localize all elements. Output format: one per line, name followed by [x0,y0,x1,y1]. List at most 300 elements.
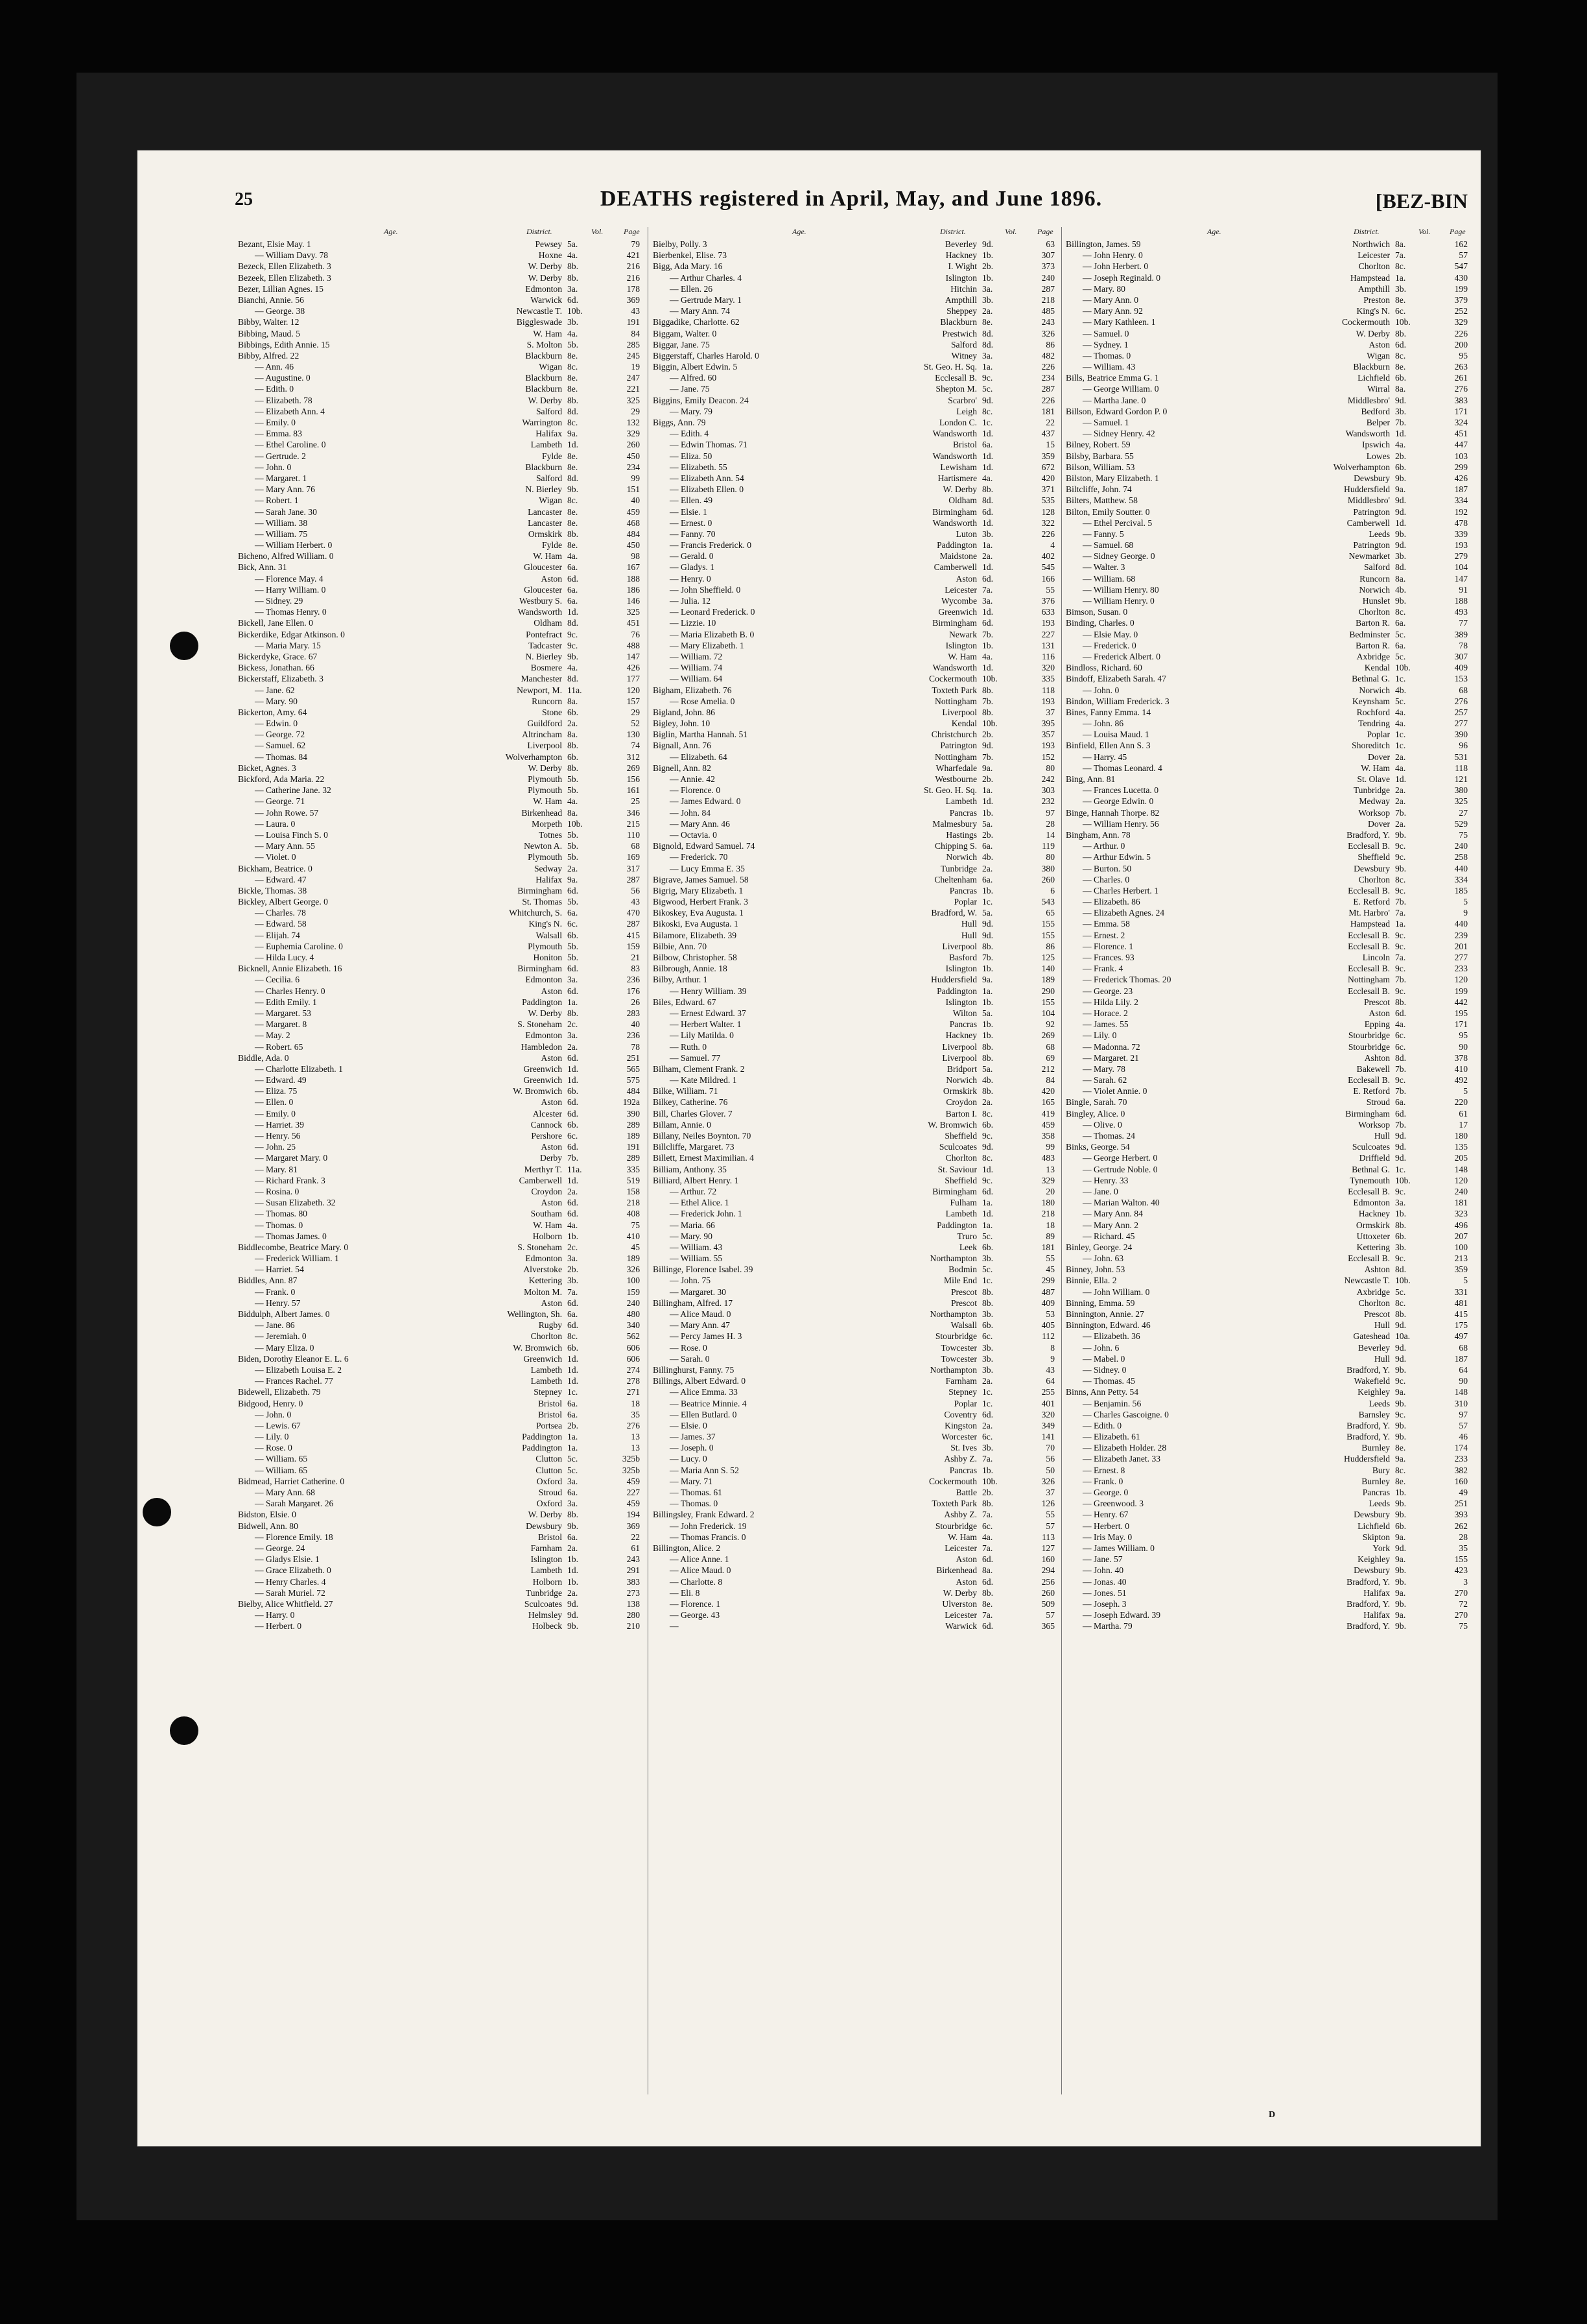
entry-name: Bilney, Robert. 59 [1066,440,1131,450]
index-entry [653,685,1055,696]
entry-volume: 8b. [982,1052,993,1063]
entry-page: 155 [1041,930,1055,940]
entry-page: 260 [626,440,640,450]
entry-name: — Benjamin. 56 [1083,1398,1141,1409]
index-entry [1066,1609,1468,1620]
entry-name: — Ernest. 0 [670,517,712,528]
index-entry [653,1320,1055,1331]
entry-page: 240 [1454,841,1468,851]
index-entry [1066,1085,1468,1097]
entry-volume: 3a. [982,283,993,294]
entry-volume: 6a. [567,1309,578,1319]
entry-name: Bingham, Ann. 78 [1066,829,1131,840]
entry-page: 4 [1050,540,1055,551]
entry-volume: 8e. [567,451,578,461]
entry-name: Biggar, Jane. 75 [653,339,710,350]
entry-district: Wigan [539,362,562,372]
index-entry [1066,1509,1468,1520]
entry-district: Axbridge [1356,651,1390,661]
entry-district: Islington [945,997,977,1007]
entry-name: Billiard, Albert Henry. 1 [653,1175,739,1185]
index-entry [1066,372,1468,383]
column-divider [1061,227,1062,2094]
entry-page: 256 [1041,1576,1055,1587]
entry-name: — Thomas Francis. 0 [670,1532,746,1543]
entry-volume: 1d. [982,517,993,528]
entry-district: Ulverston [942,1598,977,1609]
entry-name: Bezeck, Ellen Elizabeth. 3 [238,261,331,272]
entry-name: — Margaret. 8 [255,1019,307,1030]
entry-volume: 8a. [1395,239,1406,249]
entry-district: Ampthill [945,294,977,305]
entry-page: 271 [626,1387,640,1397]
entry-name: — George. 24 [255,1543,305,1554]
index-entry [1066,796,1468,807]
entry-page: 236 [626,1030,640,1041]
entry-page: 158 [626,1186,640,1196]
entry-district: Honiton [533,953,562,962]
entry-volume: 9c. [1395,1253,1406,1264]
index-entry [238,316,640,327]
entry-name: Bigrig, Mary Elizabeth. 1 [653,885,744,895]
entry-page: 519 [626,1175,640,1185]
index-entry [238,540,640,551]
entry-district: Fylde [542,540,562,551]
index-entry [653,1008,1055,1019]
entry-volume: 3b. [1395,1242,1406,1252]
entry-name: — Ruth. 0 [670,1041,707,1052]
entry-page: 35 [1459,1543,1468,1553]
entry-name: Bidmead, Harriet Catherine. 0 [238,1476,345,1486]
entry-page: 153 [1454,674,1468,684]
entry-name: — Elizabeth Janet. 33 [1083,1453,1160,1464]
entry-name: Biglin, Martha Hannah. 51 [653,729,748,740]
entry-name: — George Edwin. 0 [1083,796,1153,807]
entry-volume: 2b. [982,729,993,740]
entry-volume: 6b. [567,752,578,762]
entry-name: Bick, Ann. 31 [238,562,287,573]
index-entry [1066,1220,1468,1231]
index-entry [1066,1342,1468,1353]
index-entry [653,1532,1055,1543]
entry-name: — Jane. 0 [1083,1186,1118,1197]
entry-district: Barnsley [1358,1409,1390,1419]
entry-volume: 9b. [567,651,578,661]
entry-district: Birkenhead [936,1565,977,1576]
entry-page: 75 [1459,1621,1468,1631]
entry-name: Bibby, Alfred. 22 [238,350,300,361]
entry-name: — Frederick William. 1 [255,1253,339,1264]
entry-volume: 9b. [1395,1576,1406,1587]
entry-page: 482 [1041,350,1055,361]
index-entry [653,1052,1055,1063]
index-entry [1066,283,1468,294]
entry-volume: 6b. [1395,1231,1406,1241]
entry-page: 227 [1041,629,1055,639]
entry-district: W. Derby [1356,328,1390,338]
entry-volume: 2a. [982,863,993,873]
index-entry [238,986,640,997]
entry-name: — Lily. 0 [1083,1030,1116,1041]
entry-name: — Frank. 0 [1083,1476,1123,1487]
entry-name: — Lewis. 67 [255,1420,301,1431]
index-entry [238,1476,640,1487]
entry-name: Biddle, Ada. 0 [238,1052,289,1063]
entry-name: Bines, Fanny Emma. 14 [1066,707,1151,717]
entry-name: Bicheno, Alfred William. 0 [238,551,334,562]
entry-volume: 10b. [982,718,998,729]
entry-page: 194 [626,1510,640,1520]
index-entry [1066,885,1468,896]
entry-name: — Violet Annie. 0 [1083,1085,1147,1097]
index-entry [653,1063,1055,1074]
entry-district: Aston [956,1576,977,1587]
index-entry [653,1576,1055,1587]
index-entry [653,696,1055,707]
entry-page: 74 [631,741,640,751]
entry-volume: 7b. [1395,897,1406,907]
entry-page: 410 [1454,1063,1468,1074]
entry-page: 5 [1463,1086,1468,1097]
entry-page: 216 [626,261,640,272]
entry-district: Ecclesall B. [1348,941,1390,951]
entry-volume: 11a. [567,685,582,695]
entry-page: 90 [1459,1041,1468,1052]
index-entry [238,930,640,941]
entry-district: Wigan [539,495,562,506]
index-entry [653,1275,1055,1286]
entry-district: Bedford [1361,406,1390,416]
entry-page: 497 [1454,1331,1468,1342]
entry-page: 193 [1041,696,1055,706]
entry-name: — John Frederick. 19 [670,1521,747,1532]
entry-volume: 8b. [1395,1309,1406,1319]
entry-page: 56 [631,885,640,895]
entry-name: Bigham, Elizabeth. 76 [653,685,732,695]
index-entry [238,840,640,851]
entry-volume: 8b. [567,272,578,283]
entry-name: Bingley, Alice. 0 [1066,1108,1125,1119]
entry-name: Biggin, Albert Edwin. 5 [653,362,738,372]
entry-page: 606 [626,1353,640,1364]
index-entry [653,517,1055,528]
entry-name: Bigwood, Herbert Frank. 3 [653,897,748,907]
entry-volume: 6d. [567,1052,578,1063]
entry-volume: 11a. [567,1164,582,1174]
entry-volume: 6a. [982,440,993,450]
entry-page: 291 [626,1565,640,1576]
entry-page: 103 [1454,451,1468,461]
entry-name: — William. 43 [1083,361,1135,372]
entry-name: — Marian Walton. 40 [1083,1197,1160,1208]
entry-district: Skipton [1362,1532,1390,1542]
entry-volume: 4a. [1395,1019,1406,1030]
entry-volume: 7b. [1395,1063,1406,1074]
entry-district: W. Bromwich [928,1119,977,1130]
entry-page: 270 [1454,1587,1468,1598]
entry-page: 633 [1041,607,1055,617]
entry-name: — Hilda Lucy. 4 [255,952,314,963]
index-entry [238,941,640,952]
entry-volume: 9d. [1395,495,1406,506]
index-entry [1066,506,1468,517]
entry-name: — John. 0 [255,1409,291,1420]
index-entry [653,1620,1055,1631]
entry-district: Middlesbro' [1347,395,1390,405]
entry-name: — Charles Henry. 0 [255,986,325,997]
entry-volume: 8b. [982,484,993,495]
entry-page: 20 [1046,1186,1055,1196]
entry-district: Warwick [945,1621,977,1631]
entry-page: 65 [1046,908,1055,918]
entry-district: Burnley [1361,1476,1390,1486]
entry-name: — John. 84 [670,807,711,818]
entry-name: Binge, Hannah Thorpe. 82 [1066,807,1160,818]
index-entry [653,551,1055,562]
entry-page: 380 [1454,785,1468,796]
index-entry [1066,1186,1468,1197]
entry-volume: 1b. [982,807,993,818]
index-entry [1066,1498,1468,1509]
entry-page: 57 [1459,250,1468,261]
entry-name: — Thomas. 24 [1083,1130,1135,1141]
index-entry [238,417,640,428]
entry-volume: 8d. [982,339,993,350]
index-entry [238,1197,640,1208]
entry-volume: 9b. [1395,1499,1406,1509]
entry-district: Guildford [527,718,562,729]
entry-name: Biles, Edward. 67 [653,997,716,1007]
entry-volume: 8e. [567,373,578,383]
index-entry [1066,963,1468,974]
entry-page: 161 [626,785,640,796]
entry-district: Islington [945,964,977,974]
entry-volume: 1d. [982,462,993,472]
entry-page: 55 [1046,584,1055,595]
index-entry [653,1543,1055,1554]
entry-volume: 6a. [567,1398,578,1408]
entry-volume: 10b. [567,818,583,829]
entry-volume: 8c. [982,1108,993,1119]
entry-volume: 4b. [982,1075,993,1085]
entry-volume: 6d. [982,1409,993,1419]
entry-page: 215 [626,818,640,829]
entry-district: Whitchurch, S. [509,908,562,918]
entry-page: 79 [631,239,640,249]
index-entry [1066,863,1468,874]
index-entry [1066,1008,1468,1019]
entry-page: 181 [1041,1242,1055,1252]
entry-volume: 2b. [567,1264,578,1275]
index-entry [653,1420,1055,1431]
index-entry [1066,395,1468,406]
entry-name: — Alice Maud. 0 [670,1309,731,1320]
index-entry [238,1509,640,1520]
entry-volume: 6a. [567,908,578,918]
entry-page: 346 [626,807,640,818]
entry-volume: 1b. [567,1576,578,1587]
entry-name: — Alice Maud. 0 [670,1565,731,1576]
entry-page: 379 [1454,294,1468,305]
entry-name: — Elijah. 74 [255,930,300,941]
index-entry [238,673,640,684]
entry-page: 450 [626,540,640,551]
entry-page: 233 [1454,964,1468,974]
entry-district: Molton M. [524,1286,562,1297]
entry-district: W. Ham [948,1532,977,1542]
index-entry [653,718,1055,729]
entry-volume: 5b. [567,953,578,962]
entry-page: 45 [1046,1264,1055,1275]
entry-name: Billingsley, Frank Edward. 2 [653,1510,755,1520]
entry-volume: 8c. [982,1153,993,1163]
entry-page: 9 [1050,1353,1055,1364]
entry-volume: 7a. [982,1543,993,1553]
entry-name: — John. 86 [1083,718,1123,729]
entry-page: 408 [626,1209,640,1219]
entry-name: — Lily. 0 [255,1431,288,1442]
entry-name: — William. 38 [255,517,307,528]
entry-district: Aston [1369,339,1390,350]
index-entry [653,1442,1055,1453]
entry-name: — George. 0 [1083,1487,1128,1498]
entry-page: 359 [1454,1264,1468,1275]
entry-district: Patrington [1353,540,1390,551]
entry-page: 53 [1046,1309,1055,1319]
entry-volume: 5b. [567,774,578,784]
entry-district: E. Retford [1353,1086,1390,1097]
entry-name: — Mary. 90 [255,696,298,707]
entry-name: — Harry. 0 [255,1609,294,1620]
entry-district: St. Geo. H. Sq. [924,362,977,372]
entry-volume: 9c. [1395,964,1406,974]
index-entry [238,1108,640,1119]
entry-page: 121 [1454,774,1468,784]
entry-volume: 8b. [982,1587,993,1598]
index-entry [653,1453,1055,1464]
entry-volume: 6b. [1395,373,1406,383]
entry-page: 37 [1046,707,1055,717]
entry-district: Epping [1364,1019,1390,1030]
entry-district: W. Derby [943,1587,977,1598]
entry-district: Islington [945,640,977,650]
entry-name: — Elizabeth. 55 [670,462,727,473]
entry-name: — George. 43 [670,1609,720,1620]
entry-name: Biggadike, Charlotte. 62 [653,317,740,327]
entry-name: — Ellen. 0 [255,1097,293,1108]
index-entry [238,1208,640,1219]
entry-name: — Annie. 42 [670,774,715,785]
entry-page: 261 [1454,373,1468,383]
entry-volume: 1b. [982,250,993,261]
index-entry [1066,1565,1468,1576]
entry-district: Walsall [950,1320,977,1331]
entry-district: Keighley [1358,1554,1390,1565]
entry-volume: 6d. [567,1097,578,1108]
entry-name: Bigg, Ada Mary. 16 [653,261,723,272]
entry-name: Bigrave, James Samuel. 58 [653,874,749,884]
entry-name: — Greenwood. 3 [1083,1498,1144,1509]
entry-district: Helmsley [528,1610,562,1620]
entry-district: Warrington [522,418,562,427]
entry-volume: 2a. [567,718,578,729]
entry-page: 239 [1454,930,1468,940]
entry-volume: 5c. [1395,629,1406,639]
entry-page: 459 [626,1476,640,1486]
entry-district: Worksop [1358,1119,1390,1130]
entry-volume: 9d. [567,1610,578,1620]
entry-page: 132 [626,418,640,427]
entry-district: N. Bierley [525,484,562,495]
entry-volume: 3b. [1395,283,1406,294]
entry-district: Leicester [1358,250,1390,261]
entry-page: 263 [1454,362,1468,372]
index-entry [1066,729,1468,740]
entry-volume: 8d. [982,328,993,338]
index-entry [653,1286,1055,1298]
register-page [137,150,1481,2146]
entry-name: Bickess, Jonathan. 66 [238,663,314,673]
index-entry [653,261,1055,272]
entry-district: Bodmin [948,1264,977,1275]
index-entry [1066,629,1468,640]
entry-page: 90 [1459,1376,1468,1386]
entry-page: 160 [1454,1476,1468,1486]
index-entry [1066,1119,1468,1130]
entry-volume: 6d. [1395,1008,1406,1018]
index-entry [238,1119,640,1130]
entry-volume: 9a. [1395,1587,1406,1598]
index-entry [653,829,1055,840]
entry-page: 146 [626,596,640,606]
entry-district: Northampton [930,1253,977,1264]
entry-page: 120 [1454,1175,1468,1185]
entry-page: 331 [1454,1286,1468,1297]
index-entry [653,283,1055,294]
entry-volume: 7a. [1395,250,1406,261]
entry-page: 247 [626,373,640,383]
index-entry [653,907,1055,918]
entry-page: 180 [1454,1131,1468,1141]
entry-page: 43 [631,306,640,316]
entry-page: 442 [1454,997,1468,1007]
entry-district: Kendal [951,718,977,729]
entry-volume: 8b. [1395,1220,1406,1230]
index-entry [1066,595,1468,606]
entry-volume: 9c. [1395,852,1406,862]
entry-district: Ecclesall B. [1348,1186,1390,1196]
entry-volume: 7b. [1395,1119,1406,1130]
entry-name: Bilkey, Catherine. 76 [653,1097,728,1108]
entry-district: Birkenhead [521,807,562,818]
entry-name: — Beatrice Minnie. 4 [670,1398,747,1409]
entry-volume: 1d. [982,663,993,673]
entry-district: Cannock [530,1119,562,1130]
entry-name: Binding, Charles. 0 [1066,618,1134,628]
index-entry [1066,1052,1468,1063]
entry-name: — Alice Anne. 1 [670,1554,729,1565]
entry-volume: 3a. [567,1030,578,1041]
entry-district: Barton R. [1356,618,1390,628]
entry-page: 5 [1463,1275,1468,1286]
entry-volume: 7b. [1395,418,1406,427]
entry-volume: 8c. [1395,350,1406,361]
entry-page: 276 [1454,696,1468,706]
entry-name: Bilbrough, Annie. 18 [653,964,727,974]
entry-name: — Gertrude Mary. 1 [670,294,742,305]
entry-volume: 9a. [1395,484,1406,495]
entry-name: — Richard. 45 [1083,1231,1134,1242]
